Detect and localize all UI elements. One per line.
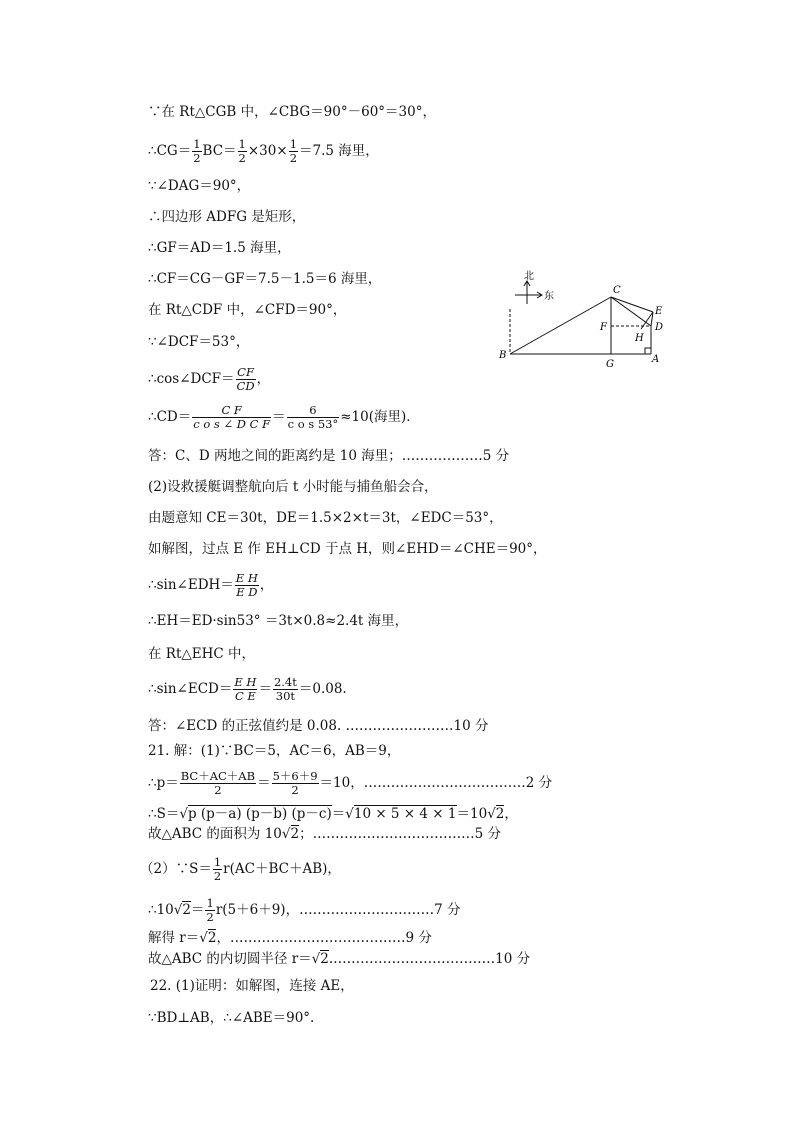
line-23 <box>148 826 501 842</box>
denominator: 2 <box>289 151 298 165</box>
line-7: 在 Rt△CDF 中，∠CFD＝90°， <box>148 302 347 318</box>
text: ∴sin∠EDH＝ <box>148 577 234 593</box>
text: ∴S＝ <box>148 806 180 822</box>
line-20: 21. 解：(1)∵BC＝5，AC＝6，AB＝9， <box>148 743 401 759</box>
line-29: ∵BD⊥AB，∴∠ABE＝90°. <box>148 1010 315 1026</box>
fraction <box>238 138 247 165</box>
denominator: 2 <box>238 151 246 165</box>
text: ∴10 <box>148 902 174 918</box>
line-27 <box>148 951 530 967</box>
line-28: 22. (1)证明：如解图，连接 AE， <box>150 978 354 994</box>
text: ∴CG＝ <box>148 143 192 159</box>
text: ＝ <box>272 409 286 425</box>
segment-bc <box>510 297 611 354</box>
text: 故△ABC 的内切圆半径 r＝ <box>148 951 312 967</box>
label-h: H <box>635 333 644 344</box>
fraction <box>180 770 256 797</box>
radicand: 10 × 5 × 4 × 1 <box>353 806 457 822</box>
denominator: 2 <box>206 910 214 924</box>
radical-sign: √ <box>345 806 354 822</box>
numerator: 5＋6＋9 <box>272 769 318 783</box>
text: ＝ <box>257 775 271 791</box>
label-e: E <box>655 306 663 317</box>
text: ， <box>256 371 271 387</box>
line-19: 答：∠ECD 的正弦值约是 0.08. ……………………10 分 <box>148 718 489 734</box>
text: ＝10 <box>456 806 488 822</box>
text: .………………………………10 分 <box>328 951 531 967</box>
text: ， <box>504 806 518 822</box>
line-10 <box>148 404 420 431</box>
denominator: c o s 53° <box>287 417 339 431</box>
text: ＝ <box>258 681 272 697</box>
line-8: ∵∠DCF＝53°， <box>148 334 250 350</box>
line-2 <box>148 138 379 165</box>
radicand: 2 <box>320 951 329 967</box>
radicand: 2 <box>495 806 505 822</box>
text: ＝ <box>190 902 205 918</box>
radicand: p (p－a) (p－b) (p－c) <box>187 806 332 822</box>
radical-sign: √ <box>281 826 291 842</box>
denominator: 2 <box>193 151 201 165</box>
text: 故△ABC 的面积为 10 <box>148 826 282 842</box>
segment-ce <box>611 297 653 312</box>
label-a: A <box>652 354 660 365</box>
text: ＝10，………………………………2 分 <box>319 775 553 791</box>
line-18 <box>148 676 347 703</box>
radical-sign: √ <box>179 806 188 822</box>
fraction <box>289 138 298 165</box>
fraction <box>233 676 257 703</box>
line-9 <box>148 366 270 393</box>
radicand: 2 <box>290 826 300 842</box>
denominator: 2 <box>214 783 222 797</box>
compass-east-label: 东 <box>544 291 554 302</box>
text: ∴cos∠DCF＝ <box>148 371 235 387</box>
numerator: E H <box>234 675 257 689</box>
numerator: E H <box>235 571 258 585</box>
text: 解得 r＝ <box>148 930 200 946</box>
numerator: 1 <box>238 137 246 151</box>
numerator: BC＋AC＋AB <box>180 769 256 783</box>
numerator: 1 <box>213 855 222 869</box>
text: r(5＋6＋9)，…………………………7 分 <box>215 902 461 918</box>
geometry-diagram <box>495 268 675 373</box>
line-6: ∴CF＝CG－GF＝7.5－1.5＝6 海里， <box>148 271 382 287</box>
numerator: 1 <box>206 896 214 910</box>
line-17: 在 Rt△EHC 中， <box>148 646 256 662</box>
fraction <box>273 676 298 703</box>
text: ；………………………………5 分 <box>299 826 501 842</box>
text: （2）∵S＝ <box>140 861 212 877</box>
fraction <box>205 897 214 924</box>
denominator: 2 <box>291 783 299 797</box>
text: ∴CD＝ <box>148 409 192 425</box>
numerator: 6 <box>287 404 340 418</box>
text: ＝7.5 海里， <box>299 143 379 159</box>
line-1: ∵在 Rt△CGB 中，∠CBG＝90°－60°＝30°， <box>148 104 436 120</box>
line-12: (2)设救援艇调整航向后 t 小时能与捕鱼船会合， <box>148 479 438 495</box>
text: ， <box>259 577 274 593</box>
label-b: B <box>499 350 507 361</box>
text: ×30× <box>247 143 288 159</box>
denominator: c o s ∠ D C F <box>193 417 271 431</box>
fraction <box>213 856 222 883</box>
segment-cd <box>611 297 651 326</box>
line-4: ∴四边形 ADFG 是矩形， <box>148 209 306 225</box>
label-c: C <box>613 285 621 296</box>
denominator: 2 <box>213 869 222 883</box>
denominator: E D <box>236 585 258 599</box>
line-13: 由题意知 CE＝30t，DE＝1.5×2×t＝3t，∠EDC＝53°， <box>148 510 503 526</box>
fraction <box>236 366 256 393</box>
line-3: ∵∠DAG＝90°， <box>148 178 251 194</box>
radical-sign: √ <box>311 951 321 967</box>
text: r(AC＋BC＋AB)， <box>223 861 341 877</box>
denominator: CD <box>236 379 255 393</box>
denominator: 30t <box>275 689 296 703</box>
line-24 <box>140 856 341 883</box>
fraction <box>272 770 319 797</box>
text: ＝ <box>331 806 346 822</box>
radical-sign: √ <box>487 806 496 822</box>
numerator: CF <box>237 365 254 379</box>
radicand: 2 <box>207 930 217 946</box>
radical-sign: √ <box>199 930 208 946</box>
numerator: 2.4t <box>273 675 297 689</box>
text: ∴sin∠ECD＝ <box>148 681 233 697</box>
radicand: 2 <box>182 902 191 918</box>
line-11: 答：C、D 两地之间的距离约是 10 海里；………………5 分 <box>148 448 510 464</box>
text: ∴p＝ <box>148 775 179 791</box>
numerator: 1 <box>193 137 201 151</box>
line-26 <box>148 930 432 946</box>
label-f: F <box>600 322 607 333</box>
label-g: G <box>606 359 614 370</box>
compass <box>515 281 542 304</box>
text: ≈10(海里)． <box>340 409 420 425</box>
radical-sign: √ <box>173 902 183 918</box>
text: ＝0.08. <box>298 681 347 697</box>
line-16: ∴EH＝ED·sin53° ＝3t×0.8≈2.4t 海里， <box>148 613 409 629</box>
text: BC＝ <box>202 143 237 159</box>
fraction <box>192 138 201 165</box>
fraction <box>192 404 271 431</box>
line-15 <box>148 572 273 599</box>
line-22 <box>148 806 518 822</box>
denominator: C E <box>234 689 256 703</box>
line-21 <box>148 770 552 797</box>
numerator: C F <box>192 404 271 418</box>
line-25 <box>148 897 460 924</box>
right-angle-mark <box>645 348 651 354</box>
compass-north-label: 北 <box>524 271 534 282</box>
text: ，…………………………………9 分 <box>216 930 432 946</box>
line-5: ∴GF＝AD＝1.5 海里， <box>148 240 291 256</box>
numerator: 1 <box>289 137 298 151</box>
label-d: D <box>655 322 664 333</box>
line-14: 如解图，过点 E 作 EH⊥CD 于点 H，则∠EHD＝∠CHE＝90°， <box>148 541 547 557</box>
fraction <box>235 572 259 599</box>
fraction <box>287 404 340 431</box>
